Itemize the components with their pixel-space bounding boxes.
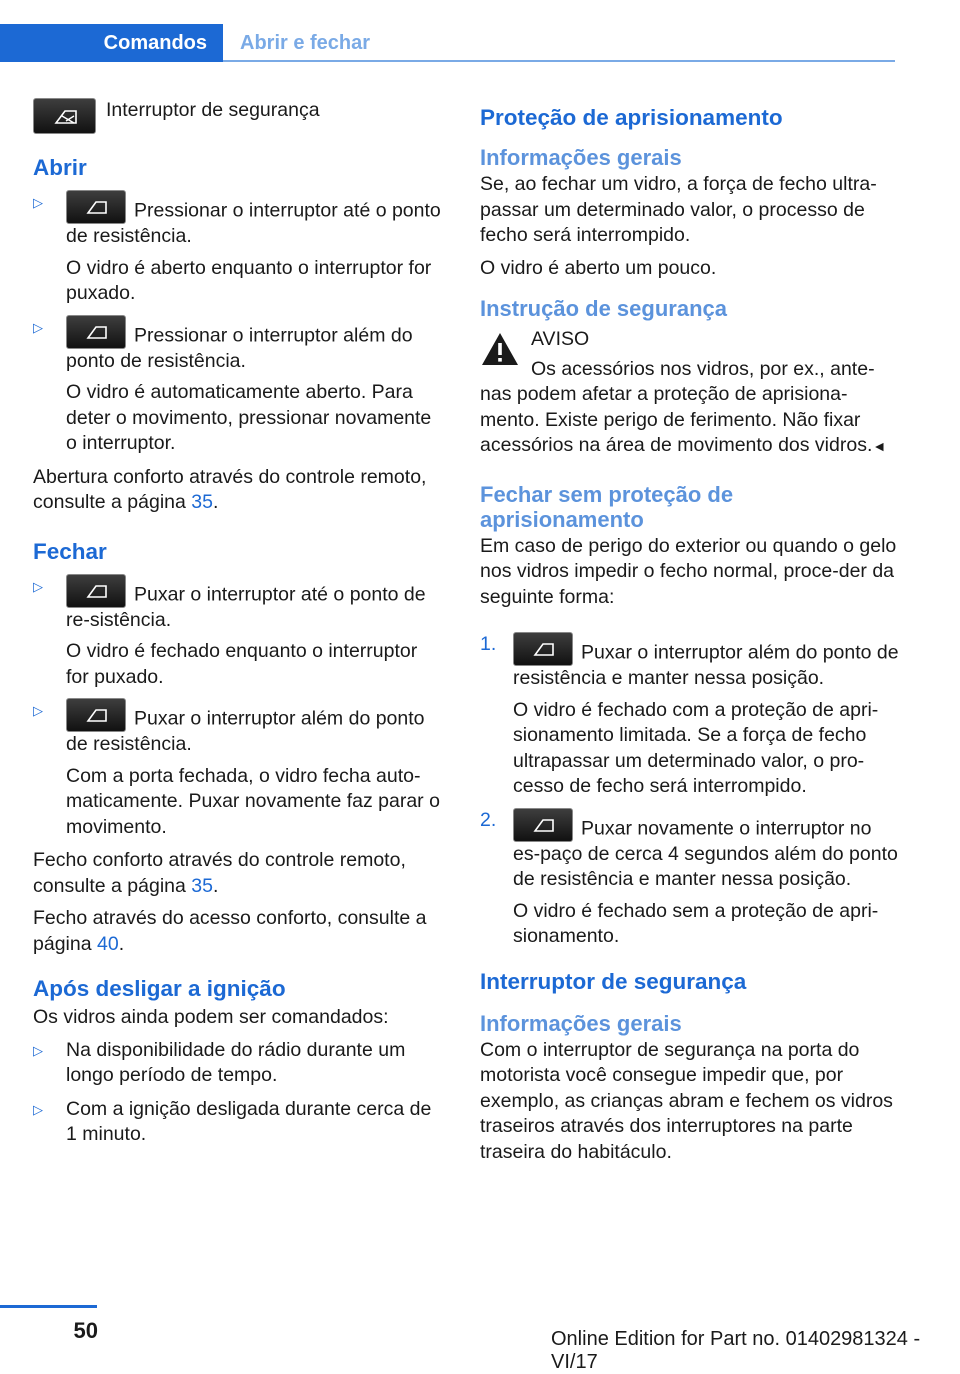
bullet-icon: ▷ [33, 1042, 43, 1058]
heading-seguranca: Instrução de segurança [480, 296, 727, 321]
window-switch-icon [66, 698, 126, 732]
step-detail: O vidro é fechado sem a proteção de apri‐sionamento. [513, 899, 879, 947]
page-number: 50 [73, 1318, 98, 1343]
tab-comandos[interactable]: Comandos [0, 24, 223, 62]
list-item-text: Puxar o interruptor além do ponto de resistência. [66, 707, 425, 755]
info-paragraph: Se, ao fechar um vidro, a força de fecho ultra‐passar um determinado valor, o processo de fecho será interrompido. [480, 173, 877, 246]
list-item [33, 1038, 445, 1089]
window-lock-icon [33, 98, 96, 134]
left-column [33, 98, 445, 1156]
bullet-icon: ▷ [33, 578, 43, 594]
list-item-text: Com a ignição desligada durante cerca de 1 minuto. [66, 1097, 432, 1145]
window-switch-icon [66, 574, 126, 608]
warning-triangle-icon [480, 331, 520, 367]
warning-text-body: Os acessórios nos vidros, por ex., ante‐nas podem afetar a proteção de aprisiona‐mento. Existe perigo de ferimento. Não fixar acessórios na área de movimento dos vidros. [480, 357, 875, 456]
list-item-text: Puxar o interruptor até o ponto de re‐sistência. [66, 583, 426, 631]
list-item-detail: Com a porta fechada, o vidro fecha auto‐maticamente. Puxar novamente faz parar o movimento. [66, 764, 440, 838]
list-item [33, 1097, 445, 1148]
safety-switch-intro [33, 98, 445, 134]
list-item [33, 315, 445, 457]
fechar-note-remote: Fecho conforto através do controle remoto, consulte a página 35. [33, 849, 406, 897]
list-item [33, 574, 445, 691]
step-text: Puxar o interruptor além do ponto de resistência e manter nessa posição. [513, 641, 899, 689]
bullet-icon: ▷ [33, 703, 43, 718]
window-switch-icon [513, 632, 573, 666]
bullet-icon: ▷ [33, 1101, 43, 1117]
warning-text [480, 357, 900, 460]
bullet-icon: ▷ [33, 195, 43, 210]
list-item-text: Na disponibilidade do rádio durante um longo período de tempo. [66, 1038, 406, 1086]
heading-interruptor: Interruptor de segurança [480, 968, 747, 994]
page-link[interactable]: 35 [191, 491, 213, 513]
safety-switch-label: Interruptor de segurança [106, 99, 320, 121]
heading-apos: Após desligar a ignição [33, 976, 286, 1001]
heading-sem-protecao: Fechar sem proteção de aprisionamento [480, 481, 734, 532]
list-item-detail: O vidro é automaticamente aberto. Para deter o movimento, pressionar novamente o interruptor. [66, 381, 432, 454]
heading-info-2: Informações gerais [480, 1010, 682, 1036]
page-link[interactable]: 40 [96, 932, 119, 955]
window-switch-icon [513, 808, 573, 842]
step-number: 1. [480, 633, 497, 655]
warning-label: AVISO [531, 328, 590, 350]
list-item [33, 698, 445, 840]
list-item [480, 808, 900, 950]
info-paragraph: O vidro é aberto um pouco. [480, 256, 717, 279]
list-item [33, 190, 445, 307]
fechar-note-access: Fecho através do acesso conforto, consulte a página 40. [33, 907, 427, 955]
heading-protecao: Proteção de aprisionamento [480, 105, 783, 130]
step-number: 2. [480, 808, 497, 831]
heading-abrir: Abrir [33, 155, 87, 180]
bullet-icon: ▷ [33, 319, 43, 335]
tab-abrir-e-fechar[interactable]: Abrir e fechar [240, 31, 371, 54]
abrir-note: Abertura conforto através do controle remoto, consulte a página 35. [33, 465, 427, 513]
page-link[interactable]: 35 [191, 874, 213, 897]
warning-box [480, 327, 900, 460]
tab-underline [223, 60, 895, 62]
footer-line [0, 1305, 97, 1308]
step-text: Puxar novamente o interruptor no es‐paço de cerca 4 segundos além do ponto de resistência e manter nessa posição. [513, 817, 898, 890]
window-switch-icon [66, 315, 126, 349]
window-switch-icon [66, 190, 126, 224]
end-mark: ◄ [872, 438, 887, 454]
list-item-text: Pressionar o interruptor além do ponto de resistência. [66, 324, 413, 372]
abrir-note-text: Abertura conforto através do controle remoto, consulte a página [33, 465, 427, 513]
heading-info: Informações gerais [480, 145, 682, 170]
fechar-note-text: Fecho conforto através do controle remoto, consulte a página [33, 849, 406, 897]
apos-intro: Os vidros ainda podem ser comandados: [33, 1006, 389, 1028]
edition-text: Online Edition for Part no. 01402981324 - VI/17 [551, 1328, 921, 1373]
fechar-note-text: Fecho através do acesso conforto, consulte a página [33, 907, 427, 955]
step-detail: O vidro é fechado com a proteção de apri‐sionamento limitada. Se a força de fecho ultrapassar um determinado valor, o pro‐cesso de fecho será interrompido. [513, 698, 879, 797]
sem-intro: Em caso de perigo do exterior ou quando o gelo nos vidros impedir o fecho normal, proce‐der da seguinte forma: [480, 534, 897, 608]
right-column [480, 98, 900, 1172]
info2-paragraph: Com o interruptor de segurança na porta do motorista você consegue impedir que, por exemplo, as crianças abram e fechem os vidros traseiros através dos interruptores na parte traseira do habitáculo. [480, 1038, 893, 1163]
list-item-detail: O vidro é aberto enquanto o interruptor for puxado. [66, 256, 432, 304]
header-tabs [0, 24, 895, 62]
list-item-detail: O vidro é fechado enquanto o interruptor for puxado. [66, 640, 418, 688]
heading-fechar: Fechar [33, 538, 107, 564]
list-item [480, 632, 900, 800]
list-item-text: Pressionar o interruptor até o ponto de resistência. [66, 199, 441, 247]
